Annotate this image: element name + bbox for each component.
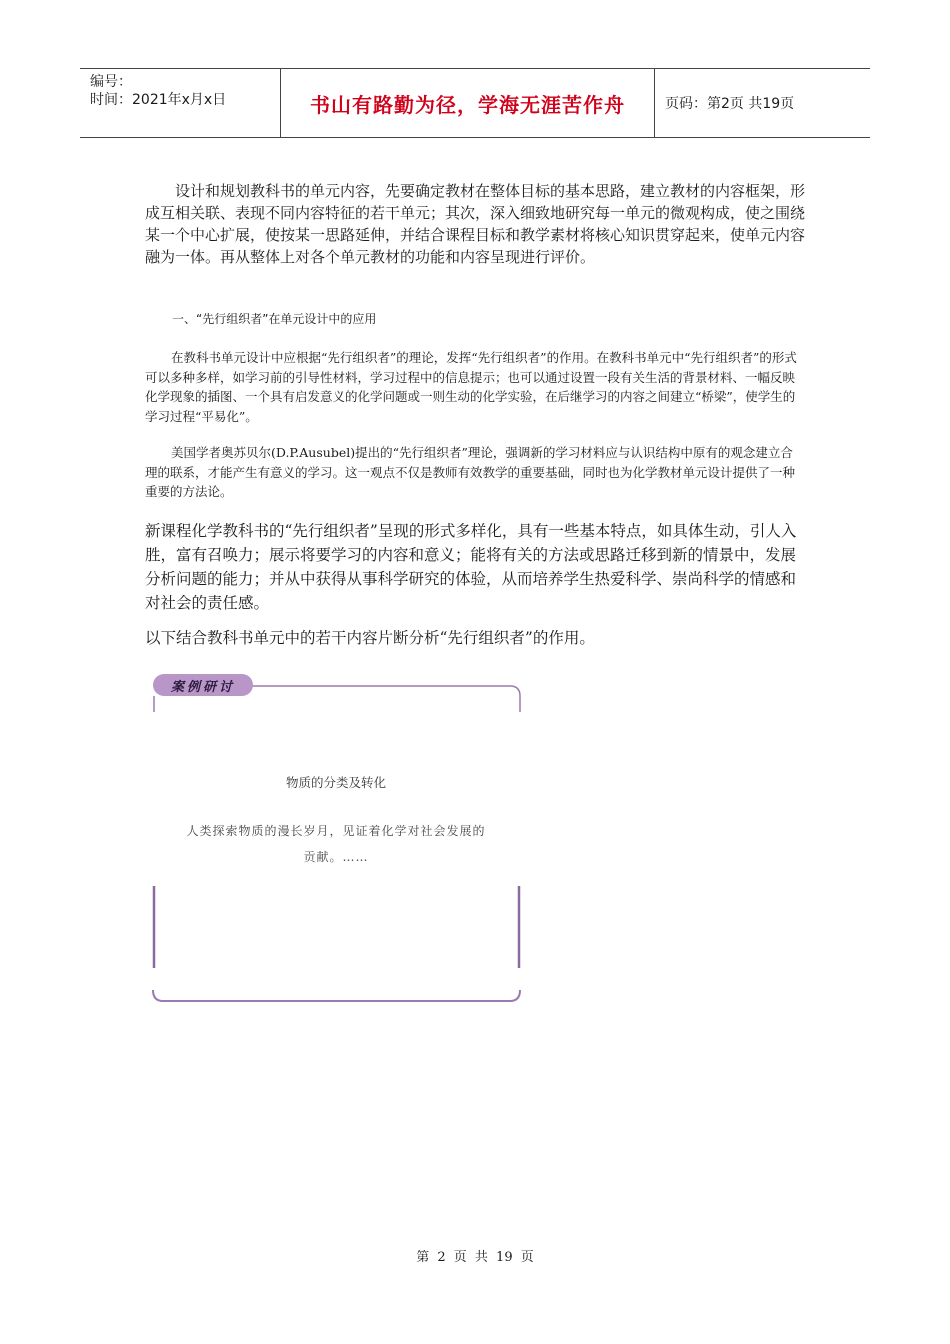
paragraph-ausubel: 美国学者奥苏贝尔(D.P.Ausubel)提出的“先行组织者”理论，强调新的学习材料应与认识结构中原有的观念建立合理的联系，才能产生有意义的学习。这一观点不仅是教师有效教学的重要基础，同时也为化学教材单元设计提供了一种重要的方法论。 <box>145 445 796 499</box>
case-study-title: 物质的分类及转化 <box>285 775 386 790</box>
case-study-box <box>150 672 522 1004</box>
paragraph-intro: 设计和规划教科书的单元内容，先要确定教材在整体目标的基本思路，建立教材的内容框架，形成互相关联、表现不同内容特征的若干单元；其次，深入细致地研究每一单元的微观构成，使之围绕某一个中心扩展，使按某一思路延伸，并结合课程目标和教学素材将核心知识贯穿起来，使单元内容融为一体。再从整体上对各个单元教材的功能和内容呈现进行评价。 <box>145 182 806 266</box>
paragraph-organizer-forms: 在教科书单元设计中应根据“先行组织者”的理论，发挥“先行组织者”的作用。在教科书单元中“先行组织者”的形式可以多种多样，如学习前的引导性材料，学习过程中的信息提示；也可以通过设置一段有关生活的背景材料、一幅反映化学现象的插图、一个具有启发意义的化学问题或一则生动的化学实验，在后继学习的内容之间建立“桥梁”，使学生的学习过程“平易化”。 <box>145 350 797 424</box>
section-title: 一、“先行组织者”在单元设计中的应用 <box>172 312 377 326</box>
time-label: 时间：2021年x月x日 <box>90 92 227 108</box>
number-label: 编号： <box>90 74 132 90</box>
case-study-body: 人类探索物质的漫长岁月，见证着化学对社会发展的贡献。…… <box>186 824 486 864</box>
header-page-info: 页码：第2页 共19页 <box>665 96 795 112</box>
page-header <box>80 68 870 138</box>
paragraph-features: 新课程化学教科书的“先行组织者”呈现的形式多样化，具有一些基本特点，如具体生动，引人入胜，富有召唤力；展示将要学习的内容和意义；能将有关的方法或思路迁移到新的情景中，发展分析问题的能力；并从中获得从事科学研究的体验，从而培养学生热爱科学、崇尚科学的情感和对社会的责任感。 <box>145 522 797 612</box>
page-footer: 第 2 页 共 19 页 <box>416 1250 534 1265</box>
header-meta <box>80 69 281 137</box>
header-motto: 书山有路勤为径，学海无涯苦作舟 <box>281 69 655 137</box>
paragraph-transition: 以下结合教科书单元中的若干内容片断分析“先行组织者”的作用。 <box>145 629 595 647</box>
case-study-tag: 案例研讨 <box>153 674 253 696</box>
